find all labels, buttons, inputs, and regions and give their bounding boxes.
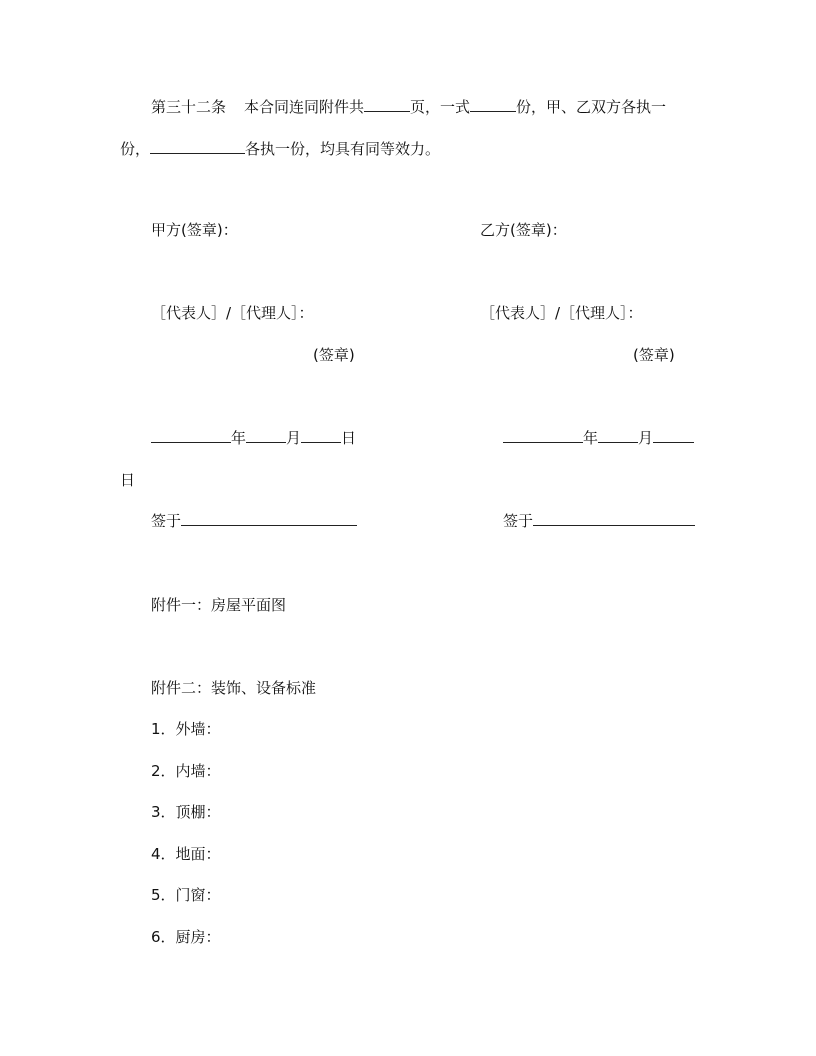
party-a-day-blank[interactable] [301, 428, 341, 443]
list-item: 6．厨房： [151, 928, 221, 946]
party-a-year-blank[interactable] [151, 428, 231, 443]
party-b-day: 日 [120, 471, 136, 489]
attachment1-title: 附件一：房屋平面图 [151, 596, 287, 614]
list-item: 3．顶棚： [151, 803, 221, 821]
party-a-rep-label: ［代表人］/［代理人］： [151, 304, 314, 322]
pages-blank[interactable] [364, 97, 410, 112]
article-text-a: 本合同连同附件共 [244, 98, 365, 116]
party-b-month: 月 [638, 429, 654, 447]
list-item: 1．外墙： [151, 720, 221, 738]
list-item: 2．内墙： [151, 762, 221, 780]
article-text-c: 份，甲、乙双方各执一 [516, 98, 667, 116]
party-a-year: 年 [231, 429, 247, 447]
article-line2-a: 份， [120, 140, 151, 158]
party-b-year-blank[interactable] [503, 428, 583, 443]
party-a-place-blank[interactable] [181, 511, 357, 526]
article-line2-b: 各执一份，均具有同等效力。 [245, 140, 441, 158]
party-a-seal: (签章) [313, 346, 355, 364]
copies-blank[interactable] [470, 97, 516, 112]
party-a-date [151, 428, 356, 448]
party-b-signed-at [503, 511, 695, 531]
party-b-place-blank[interactable] [533, 511, 695, 526]
list-item: 5．门窗： [151, 886, 221, 904]
party-a-sign-label: 甲方(签章)： [151, 221, 238, 239]
party-b-rep-label: ［代表人］/［代理人］： [480, 304, 643, 322]
party-b-month-blank[interactable] [598, 428, 638, 443]
article-label: 第三十二条 [151, 98, 227, 116]
article-text-b: 页，一式 [410, 98, 471, 116]
article-line-1 [151, 97, 666, 117]
list-item: 4．地面： [151, 845, 221, 863]
party-a-month-blank[interactable] [246, 428, 286, 443]
other-party-blank[interactable] [150, 139, 245, 154]
party-a-signed-at [151, 511, 357, 531]
party-b-seal: (签章) [633, 346, 675, 364]
party-b-day-blank[interactable] [653, 428, 694, 443]
party-b-signed-at-label: 签于 [503, 512, 534, 530]
article-line-2 [120, 139, 440, 159]
party-a-signed-at-label: 签于 [151, 512, 182, 530]
party-a-month: 月 [286, 429, 302, 447]
party-b-year: 年 [583, 429, 599, 447]
attachment2-title: 附件二：装饰、设备标准 [151, 679, 317, 697]
party-b-sign-label: 乙方(签章)： [480, 221, 567, 239]
party-a-day: 日 [341, 429, 357, 447]
party-b-date [503, 428, 694, 448]
